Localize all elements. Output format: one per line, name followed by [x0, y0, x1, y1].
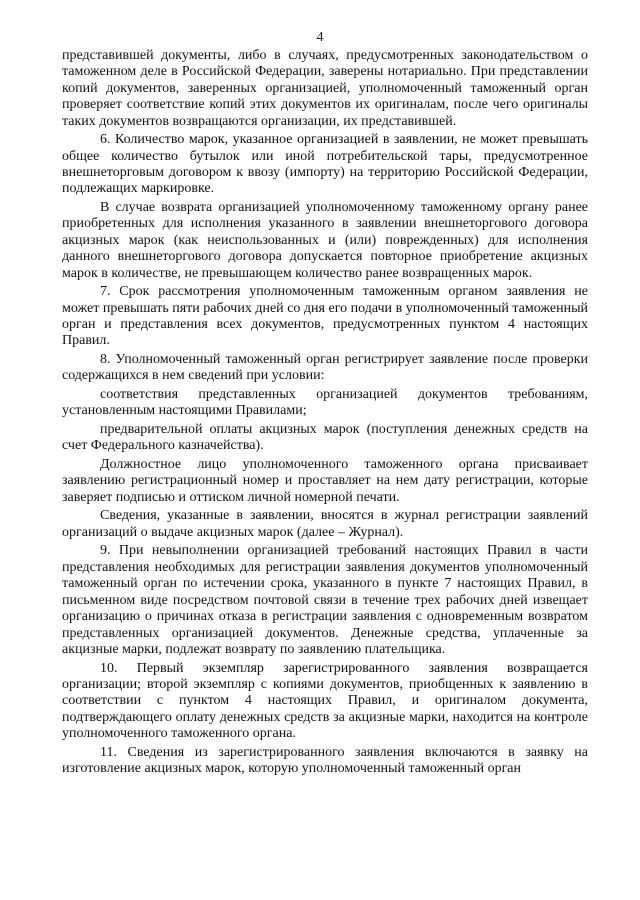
paragraph-stamp-return: В случае возврата организацией уполномоченному таможенному органу ранее приобретенных для исполнения указанного в заявлении внешнеторгового договора акцизных марок (как неиспользованных и (или) поврежденных) для исполнения данного внешнеторгового договора допускается повторное приобретение акцизных марок в количестве, не превышающем количество ранее возвращенных марок. [62, 200, 588, 281]
paragraph-item-8: 8. Уполномоченный таможенный орган регистрирует заявление после проверки содержащихся в нем сведений при условии: [62, 352, 588, 384]
paragraph-item-7: 7. Срок рассмотрения уполномоченным таможенным органом заявления не может превышать пяти рабочих дней со дня его подачи в уполномоченный таможенный орган и представления всех документов, предусмотренных пунктом 4 настоящих Правил. [62, 284, 588, 349]
document-body [62, 48, 588, 780]
paragraph-official-registration: Должностное лицо уполномоченного таможенного органа присваивает заявлению регистрационный номер и проставляет на нем дату регистрации, которые заверяет подписью и оттиском личной номерной печати. [62, 457, 588, 505]
paragraph-continuation: представившей документы, либо в случаях, предусмотренных законодательством о таможенном деле в Российской Федерации, заверены нотариально. При представлении копий документов, заверенных организацией, уполномоченный таможенный орган проверяет соответствие копий этих документов их оригиналам, после чего оригиналы таких документов возвращаются организации, их представившей. [62, 48, 588, 129]
page-number: 4 [316, 30, 324, 45]
paragraph-item-11: 11. Сведения из зарегистрированного заявления включаются в заявку на изготовление акцизных марок, которую уполномоченный таможенный орган [62, 744, 588, 777]
paragraph-item-10: 10. Первый экземпляр зарегистрированного заявления возвращается организации; второй экземпляр с копиями документов, приобщенных к заявлению в соответствии с пунктом 4 настоящих Правил, и оригиналом документа, подтверждающего оплату денежных средств за акцизные марки, находится на контроле уполномоченного таможенного органа. [62, 660, 588, 742]
paragraph-journal: Сведения, указанные в заявлении, вносятся в журнал регистрации заявлений организаций о выдаче акцизных марок (далее – Журнал). [62, 508, 588, 540]
paragraph-item-9: 9. При невыполнении организацией требований настоящих Правил в части представления необходимых для регистрации заявления документов уполномоченный таможенный орган по истечении срока, указанного в пункте 7 настоящих Правил, в письменном виде посредством почтовой связи в течение трех рабочих дней извещает организацию о причинах отказа в регистрации заявления с одновременным возвратом представленных организацией документов. Денежные средства, уплаченные за акцизные марки, подлежат возврату по заявлению плательщика. [62, 543, 588, 657]
paragraph-item-6: 6. Количество марок, указанное организацией в заявлении, не может превышать общее количество бутылок или иной потребительской тары, предусмотренное внешнеторговым договором к ввозу (импорту) на территорию Российской Федерации, подлежащих маркировке. [62, 132, 588, 197]
paragraph-condition-documents: соответствия представленных организацией документов требованиям, установленным настоящими Правилами; [62, 387, 588, 419]
paragraph-condition-payment: предварительной оплаты акцизных марок (поступления денежных средств на счет Федерального казначейства). [62, 422, 588, 454]
